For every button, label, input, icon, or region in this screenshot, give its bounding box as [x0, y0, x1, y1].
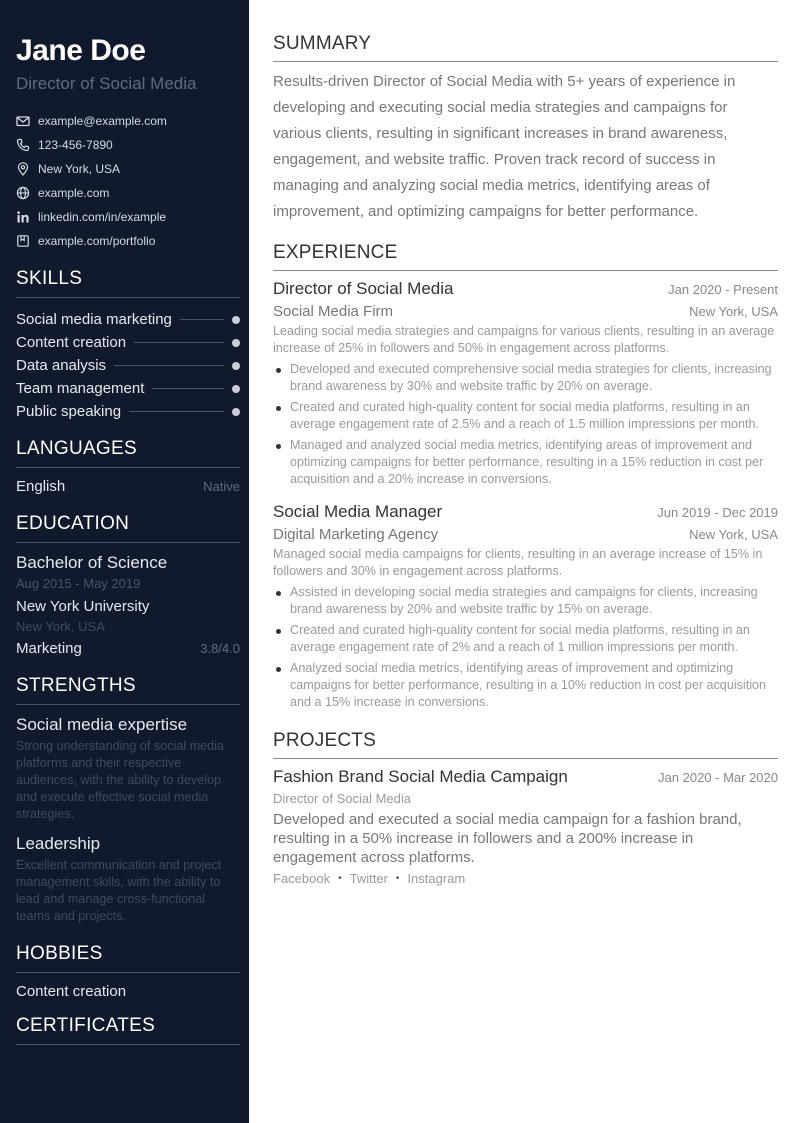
skill-label: Social media marketing: [16, 311, 172, 328]
skill-item: [16, 308, 240, 331]
achievement-item: Analyzed social media metrics, identifying areas of improvement and optimizing campaigns for better performance, resulting in a 10% reduction in cost per acquisition and a 15% increase in conversions.: [273, 660, 778, 711]
education-heading: EDUCATION: [16, 512, 240, 543]
certificates-section: [16, 1014, 240, 1045]
job-location: New York, USA: [689, 527, 778, 542]
projects-section: [273, 729, 778, 886]
tag-separator: •: [395, 873, 400, 884]
globe-icon: [16, 186, 30, 200]
location-pin-icon: [16, 162, 30, 176]
skill-level-dot: [232, 408, 240, 416]
job-company: Social Media Firm: [273, 303, 394, 320]
education-gpa: 3.8/4.0: [200, 641, 240, 656]
skill-label: Data analysis: [16, 357, 107, 374]
skill-level-dot: [232, 362, 240, 370]
job-entry: [273, 279, 778, 488]
strengths-section: [16, 674, 240, 925]
hobbies-section: [16, 942, 240, 1000]
job-dates: Jun 2019 - Dec 2019: [657, 505, 778, 520]
contact-location: [16, 157, 240, 181]
project-tag: Twitter: [349, 871, 388, 886]
job-company: Digital Marketing Agency: [273, 526, 439, 543]
contact-location-text: New York, USA: [38, 162, 121, 176]
strengths-heading: STRENGTHS: [16, 674, 240, 705]
skill-divider: [114, 365, 224, 366]
skill-divider: [129, 411, 224, 412]
education-field-row: [16, 640, 240, 657]
contact-portfolio[interactable]: [16, 229, 240, 253]
job-title: Director of Social Media: [273, 279, 454, 298]
summary-text: Results-driven Director of Social Media with 5+ years of experience in developing and executing social media strategies and campaigns for various clients, resulting in significant increases in brand awareness, engagement, and website traffic. Proven track record of success in managing and analyzing social media metrics, identifying areas of improvement, and optimizing campaigns for better performance.: [273, 73, 736, 220]
languages-heading: LANGUAGES: [16, 437, 240, 468]
skill-item: [16, 331, 240, 354]
skill-level-dot: [232, 385, 240, 393]
job-subheader: [273, 303, 778, 320]
project-dates: Jan 2020 - Mar 2020: [658, 770, 778, 785]
skill-label: Team management: [16, 380, 145, 397]
job-dates: Jan 2020 - Present: [668, 282, 778, 297]
education-section: [16, 512, 240, 657]
project-tag: Facebook: [273, 871, 331, 886]
job-subheader: [273, 526, 778, 543]
contact-email[interactable]: [16, 109, 240, 133]
skill-label: Content creation: [16, 334, 127, 351]
job-description: Leading social media strategies and campaigns for various clients, resulting in an average increase of 25% in followers and 50% in engagement across platforms.: [273, 324, 775, 355]
education-field: Marketing: [16, 640, 82, 657]
project-title: Fashion Brand Social Media Campaign: [273, 767, 568, 786]
language-level: Native: [203, 479, 240, 494]
portfolio-icon: [16, 234, 30, 248]
phone-icon: [16, 138, 30, 152]
candidate-title: Director of Social Media: [16, 74, 197, 93]
contact-linkedin[interactable]: [16, 205, 240, 229]
main-content: [273, 32, 778, 886]
achievement-item: Managed and analyzed social media metrics, identifying areas of improvement and optimizing campaigns for better performance, resulting in a 15% reduction in cost per acquisition and a 20% increase in conversions.: [273, 437, 778, 488]
contact-email-text: example@example.com: [38, 114, 167, 128]
tag-separator: •: [338, 873, 342, 884]
hobbies-heading: HOBBIES: [16, 942, 240, 973]
project-description: Developed and executed a social media campaign for a fashion brand, resulting in a 50% increase in followers and a 200% increase in engagement across platforms.: [273, 811, 742, 866]
skill-divider: [180, 319, 224, 320]
project-tag: Instagram: [407, 871, 466, 886]
project-role: Director of Social Media: [273, 791, 411, 806]
skill-divider: [134, 342, 224, 343]
languages-section: [16, 437, 240, 495]
skill-level-dot: [232, 316, 240, 324]
project-header: [273, 767, 778, 787]
projects-heading: PROJECTS: [273, 729, 778, 759]
contact-linkedin-text: linkedin.com/in/example: [38, 210, 167, 224]
education-school: New York University: [16, 598, 150, 615]
experience-section: [273, 241, 778, 711]
job-header: [273, 502, 778, 522]
achievement-item: Created and curated high-quality content for social media platforms, resulting in an average engagement rate of 2% and a reach of 1 million impressions per month.: [273, 622, 778, 656]
project-tags: [273, 871, 778, 886]
skill-label: Public speaking: [16, 403, 122, 420]
achievement-item: Created and curated high-quality content for social media platforms, resulting in an average engagement rate of 2.5% and a reach of 1.5 million impressions per month.: [273, 399, 778, 433]
education-dates: Aug 2015 - May 2019: [16, 576, 141, 591]
job-header: [273, 279, 778, 299]
skills-list: [16, 308, 240, 423]
contact-website-text: example.com: [38, 186, 110, 200]
job-achievements: [273, 361, 778, 488]
project-entry: [273, 767, 778, 886]
skill-item: [16, 400, 240, 423]
strength-title: Social media expertise: [16, 715, 188, 734]
job-location: New York, USA: [689, 304, 778, 319]
skill-level-dot: [232, 339, 240, 347]
strength-title: Leadership: [16, 834, 101, 853]
hobby-item: Content creation: [16, 983, 127, 1000]
sidebar: [0, 0, 249, 1123]
experience-heading: EXPERIENCE: [273, 241, 778, 271]
job-entry: [273, 502, 778, 711]
skills-heading: SKILLS: [16, 267, 240, 298]
achievement-item: Developed and executed comprehensive social media strategies for clients, increasing brand awareness by 30% and website traffic by 20% on average.: [273, 361, 778, 395]
envelope-icon: [16, 114, 30, 128]
contact-website[interactable]: [16, 181, 240, 205]
summary-section: [273, 32, 778, 225]
contact-portfolio-text: example.com/portfolio: [38, 234, 156, 248]
contact-list: [16, 109, 240, 253]
job-description: Managed social media campaigns for clients, resulting in an average increase of 15% in followers and 30% in engagement across platforms.: [273, 547, 763, 578]
linkedin-icon: [16, 210, 30, 224]
skills-section: [16, 267, 240, 423]
contact-phone-text: 123-456-7890: [38, 138, 113, 152]
education-degree: Bachelor of Science: [16, 553, 168, 572]
strength-description: Strong understanding of social media platforms and their respective audiences, with the ability to develop and execute effective social media strategies.: [16, 739, 224, 821]
certificates-heading: CERTIFICATES: [16, 1014, 240, 1045]
contact-phone[interactable]: [16, 133, 240, 157]
education-location: New York, USA: [16, 619, 105, 634]
skill-item: [16, 354, 240, 377]
skill-item: [16, 377, 240, 400]
summary-heading: SUMMARY: [273, 32, 778, 62]
language-item: [16, 478, 240, 495]
job-achievements: [273, 584, 778, 711]
job-title: Social Media Manager: [273, 502, 443, 521]
achievement-item: Assisted in developing social media strategies and campaigns for clients, increasing brand awareness by 20% and website traffic by 15% on average.: [273, 584, 778, 618]
candidate-name: Jane Doe: [16, 34, 146, 67]
language-name: English: [16, 478, 66, 495]
strength-description: Excellent communication and project management skills, with the ability to lead and manage cross-functional teams and projects.: [16, 858, 222, 923]
skill-divider: [152, 388, 224, 389]
